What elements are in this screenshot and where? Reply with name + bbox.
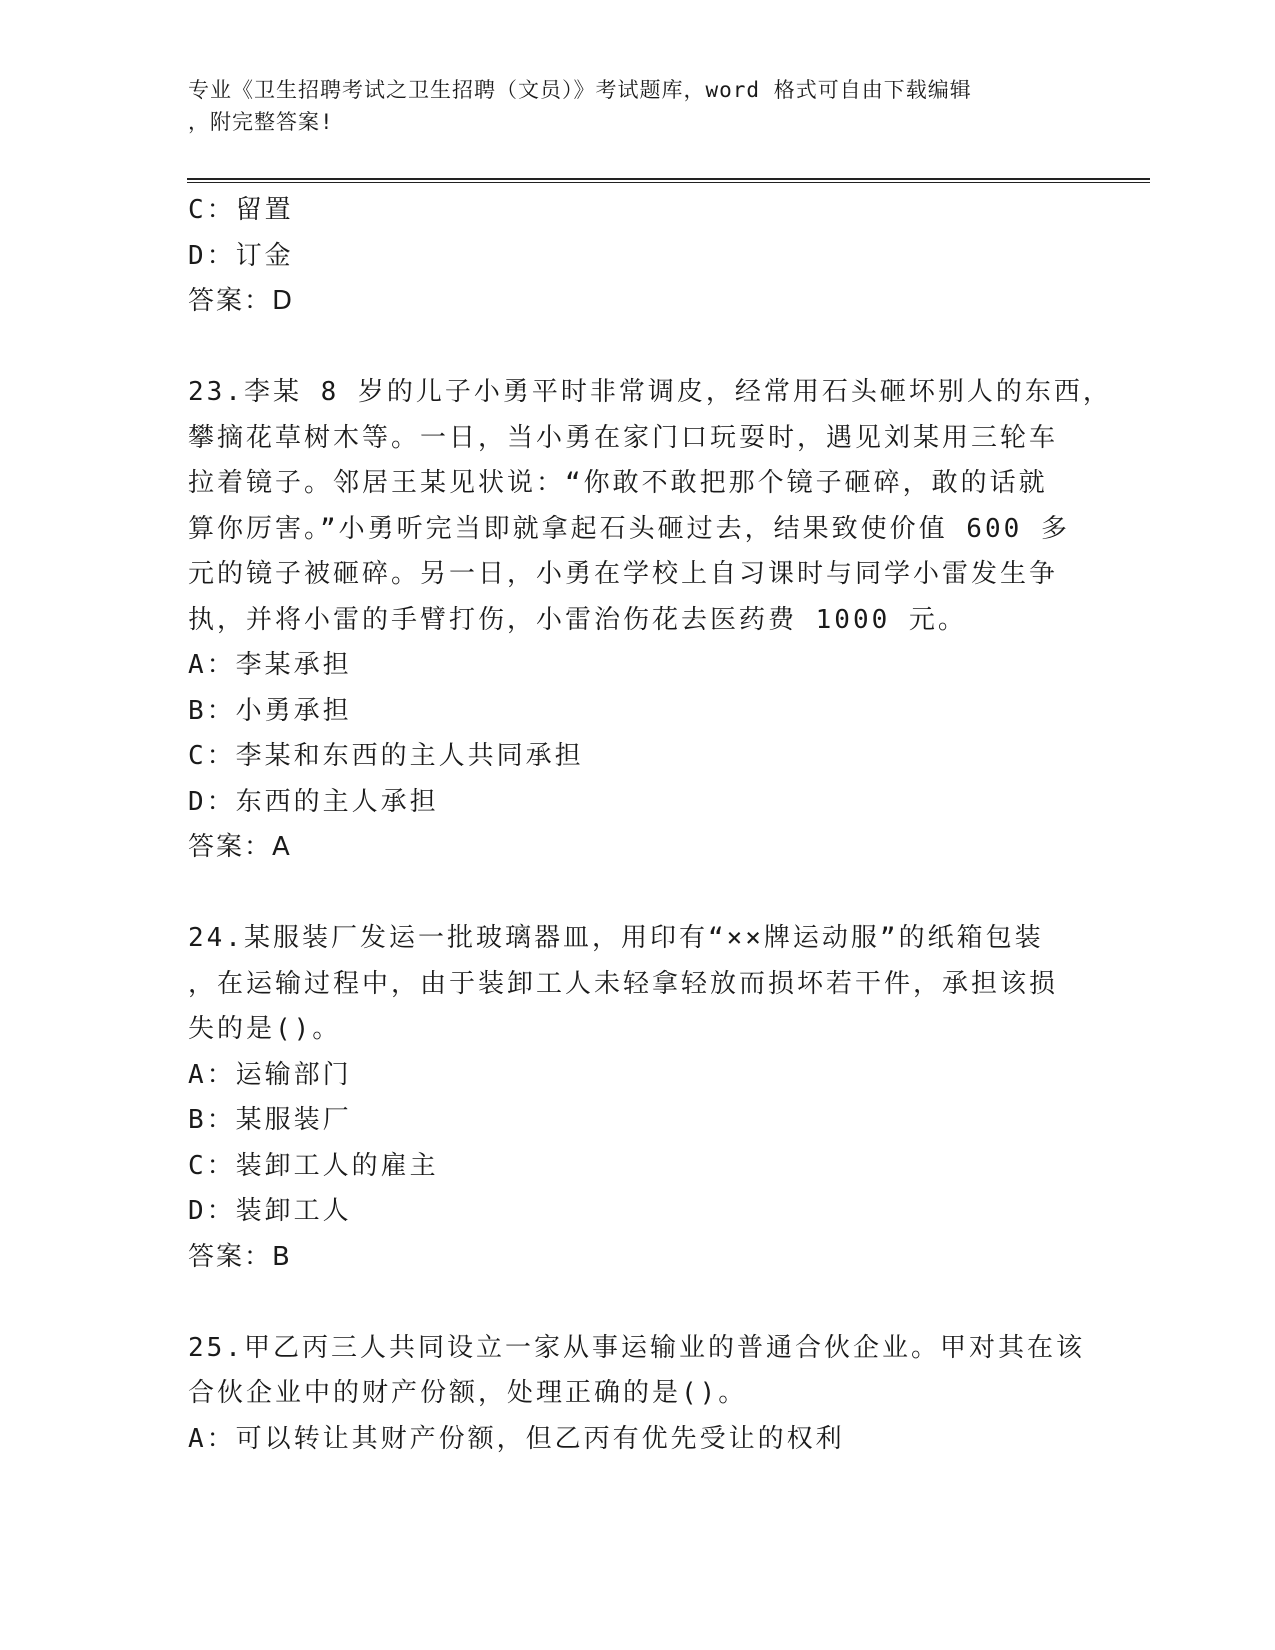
document-header [188, 74, 1088, 138]
option-a: A：可以转让其财产份额，但乙丙有优先受让的权利 [188, 1423, 845, 1454]
header-line-2: ，附完整答案! [188, 110, 334, 134]
option-d: D：东西的主人承担 [188, 786, 439, 817]
document-body [188, 188, 1112, 1462]
option-c: C：留置 [188, 195, 294, 225]
option-a: A：李某承担 [188, 650, 352, 680]
header-divider [187, 178, 1150, 180]
question-stem-line: 失的是()。 [188, 1014, 342, 1044]
answer-line: 答案：B [188, 1241, 292, 1272]
option-d: D：装卸工人 [188, 1196, 352, 1226]
answer-line: 答案：D [188, 286, 295, 316]
question-stem-line: 25.甲乙丙三人共同设立一家从事运输业的普通合伙企业。甲对其在该 [188, 1332, 1085, 1363]
question-23 [188, 370, 1112, 871]
question-stem-line: 23.李某 8 岁的儿子小勇平时非常调皮，经常用石头砸坏别人的东西， [188, 377, 1112, 407]
question-stem-line: 合伙企业中的财产份额，处理正确的是()。 [188, 1378, 748, 1408]
header-line-1: 专业《卫生招聘考试之卫生招聘（文员）》考试题库，word 格式可自由下载编辑 [188, 78, 972, 102]
question-stem-line: ，在运输过程中，由于装卸工人未轻拿轻放而损坏若干件，承担该损 [188, 968, 1059, 999]
question-stem-line: 24.某服装厂发运一批玻璃器皿，用印有“××牌运动服”的纸箱包装 [188, 923, 1044, 953]
header-divider-thin [187, 182, 1150, 183]
answer-line: 答案：A [188, 832, 292, 862]
option-a: A：运输部门 [188, 1059, 352, 1090]
question-stem-line: 算你厉害。”小勇听完当即就拿起石头砸过去，结果致使价值 600 多 [188, 513, 1070, 544]
option-d: D：订金 [188, 240, 294, 271]
question-stem-line: 攀摘花草树木等。一日，当小勇在家门口玩耍时，遇见刘某用三轮车 [188, 422, 1059, 453]
previous-question-tail [188, 188, 1088, 325]
question-25 [188, 1326, 1088, 1463]
option-c: C：李某和东西的主人共同承担 [188, 741, 584, 771]
option-b: B：小勇承担 [188, 695, 352, 726]
option-c: C：装卸工人的雇主 [188, 1150, 439, 1181]
question-stem-line: 拉着镜子。邻居王某见状说：“你敢不敢把那个镜子砸碎，敢的话就 [188, 468, 1048, 498]
question-stem-line: 元的镜子被砸碎。另一日，小勇在学校上自习课时与同学小雷发生争 [188, 559, 1059, 589]
question-24 [188, 916, 1088, 1280]
question-stem-line: 执，并将小雷的手臂打伤，小雷治伤花去医药费 1000 元。 [188, 604, 967, 635]
option-b: B：某服装厂 [188, 1105, 352, 1135]
